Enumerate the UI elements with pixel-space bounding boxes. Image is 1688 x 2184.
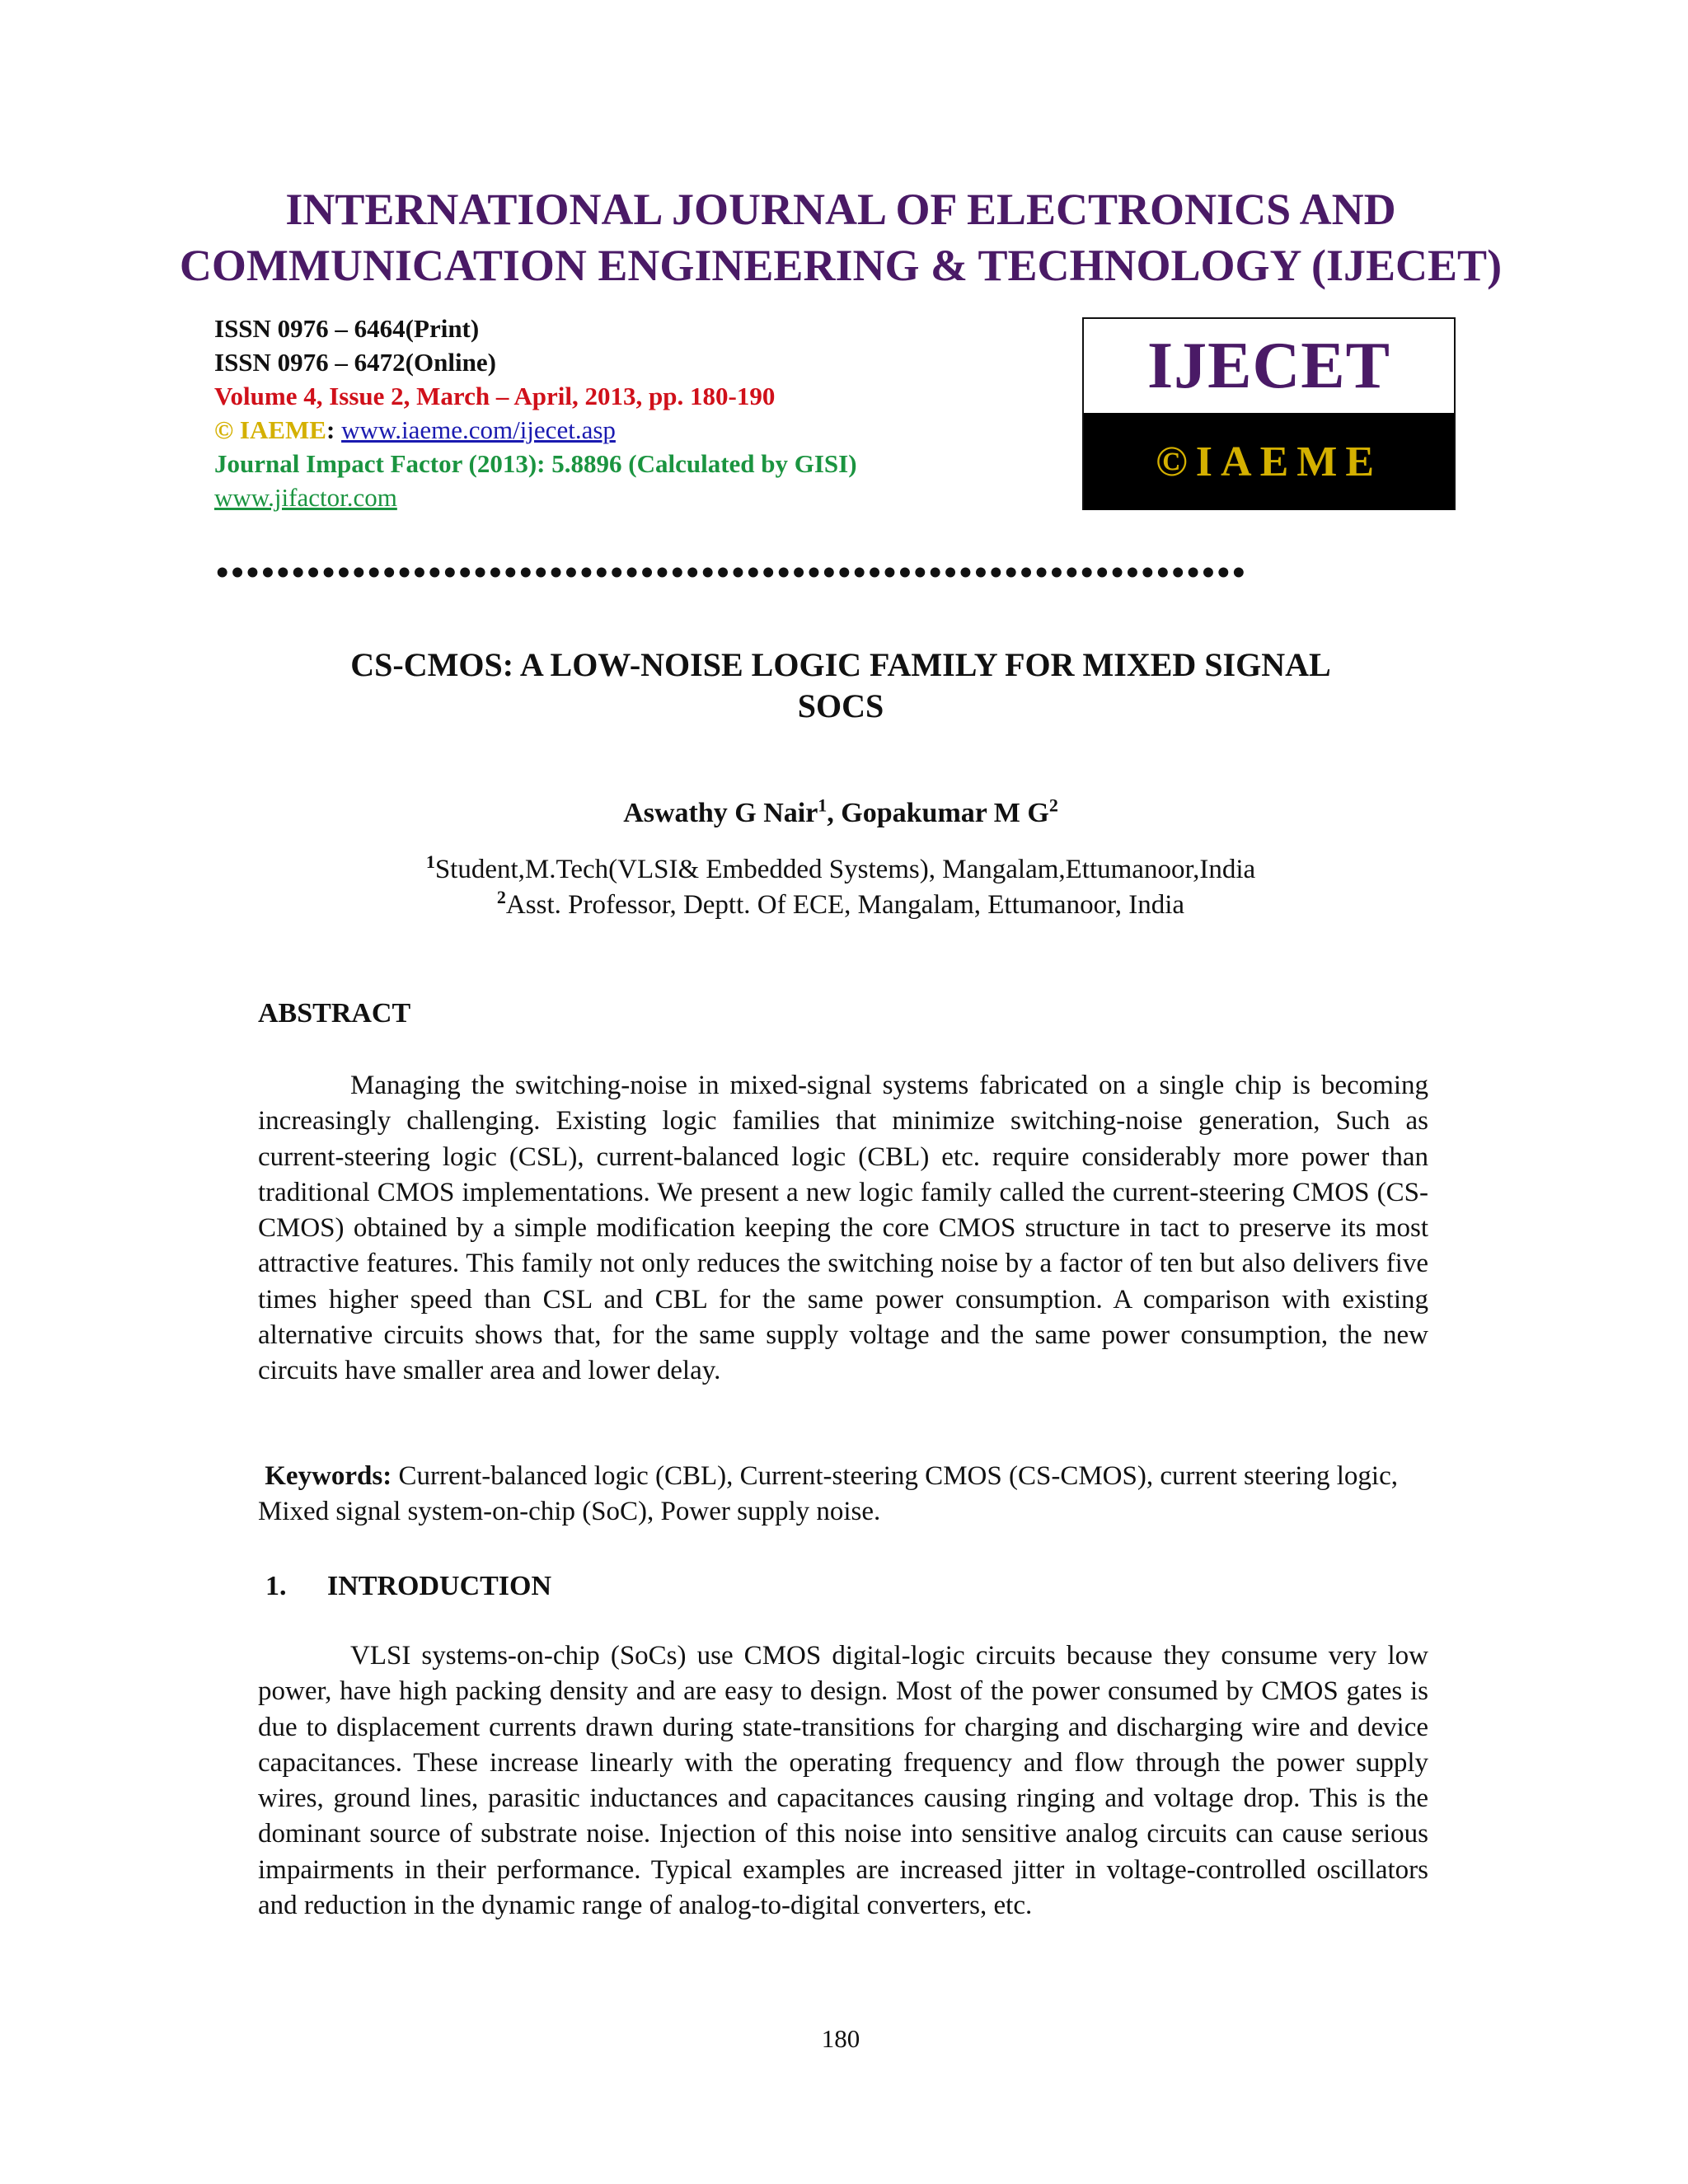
dotted-separator: •••••••••••••••••••••••••••••••••••••••••••••••••••••••••••••••••••• bbox=[216, 556, 1248, 589]
logo-title: IJECET bbox=[1147, 329, 1390, 402]
affiliation-2 bbox=[0, 888, 1681, 922]
author-1-sup: 1 bbox=[818, 794, 828, 816]
journal-url-link[interactable]: www.iaeme.com/ijecet.asp bbox=[341, 415, 616, 444]
keywords bbox=[258, 1459, 1428, 1530]
paper-title-line1: CS-CMOS: A LOW-NOISE LOGIC FAMILY FOR MIXED SIGNAL bbox=[350, 646, 1331, 683]
author-2: Gopakumar M G bbox=[841, 798, 1049, 828]
copyright-line bbox=[214, 413, 857, 447]
volume-info: Volume 4, Issue 2, March – April, 2013, pp. 180-190 bbox=[214, 382, 776, 410]
issn-print: ISSN 0976 – 6464(Print) bbox=[214, 314, 480, 343]
ijecet-logo bbox=[1082, 317, 1456, 510]
journal-meta bbox=[214, 312, 857, 514]
affiliation-2-text: Asst. Professor, Deptt. Of ECE, Mangalam, Ettumanoor, India bbox=[505, 890, 1185, 920]
introduction-body: VLSI systems-on-chip (SoCs) use CMOS digital-logic circuits because they consume very low power, have high packing density and are easy to design. Most of the power consumed by CMOS gates is due to displacement currents drawn during state-transitions for charging and discharging wire and device capacitances. These increase linearly with the operating frequency and flow through the power supply wires, ground lines, parasitic inductances and capacitances causing ringing and voltage drop. This is the dominant source of substrate noise. Injection of this noise into sensitive analog circuits can cause serious impairments in their performance. Typical examples are increased jitter in voltage-controlled oscillators and reduction in the dynamic range of analog-to-digital converters, etc. bbox=[258, 1641, 1428, 1921]
introduction-text bbox=[258, 1638, 1428, 1924]
issn-online: ISSN 0976 – 6472(Online) bbox=[214, 348, 496, 377]
copyright-colon: : bbox=[326, 415, 342, 444]
introduction-number: 1. bbox=[265, 1571, 287, 1601]
abstract-body: Managing the switching-noise in mixed-signal systems fabricated on a single chip is becoming increasingly challenging. Existing logic families that minimize switching-noise generation, Such as current-steering logic (CSL), current-balanced logic (CBL) etc. require considerably more power than traditional CMOS implementations. We present a new logic family called the current-steering CMOS (CS-CMOS) obtained by a simple modification keeping the core CMOS structure in tact to preserve its most attractive features. This family not only reduces the switching noise by a factor of ten but also delivers five times higher speed than CSL and CBL for the same power consumption. A comparison with existing alternative circuits shows that, for the same supply voltage and the same power consumption, the new circuits have smaller area and lower delay. bbox=[258, 1071, 1428, 1386]
paper-title-line2: SOCS bbox=[797, 687, 884, 724]
page-number: 180 bbox=[821, 2024, 860, 2053]
affiliation-1 bbox=[0, 852, 1681, 887]
author-separator: , bbox=[827, 798, 842, 828]
abstract-heading: ABSTRACT bbox=[258, 998, 411, 1029]
affiliation-1-text: Student,M.Tech(VLSI& Embedded Systems), Mangalam,Ettumanoor,India bbox=[434, 855, 1256, 884]
impact-factor: Journal Impact Factor (2013): 5.8896 (Calculated by GISI) bbox=[214, 449, 857, 478]
introduction-title: INTRODUCTION bbox=[327, 1571, 552, 1601]
introduction-heading bbox=[265, 1568, 551, 1605]
copyright-iaeme: © IAEME bbox=[214, 415, 326, 444]
paper-title bbox=[272, 644, 1409, 727]
abstract-text bbox=[258, 1068, 1428, 1390]
author-1: Aswathy G Nair bbox=[623, 798, 818, 828]
authors bbox=[0, 795, 1681, 832]
jif-url-link[interactable]: www.jifactor.com bbox=[214, 483, 397, 512]
journal-title-line1: INTERNATIONAL JOURNAL OF ELECTRONICS AND bbox=[285, 185, 1396, 234]
author-2-sup: 2 bbox=[1048, 794, 1058, 816]
keywords-label: Keywords: bbox=[265, 1461, 392, 1491]
journal-title bbox=[0, 181, 1681, 293]
journal-title-line2: COMMUNICATION ENGINEERING & TECHNOLOGY (IJECET) bbox=[179, 241, 1503, 290]
affiliation-2-sup: 2 bbox=[496, 887, 506, 907]
logo-publisher: ©IAEME bbox=[1084, 413, 1454, 510]
affiliation-1-sup: 1 bbox=[425, 851, 435, 872]
keywords-text: Current-balanced logic (CBL), Current-steering CMOS (CS-CMOS), current steering logic, Mixed signal system-on-chip (SoC), Power supply noise. bbox=[258, 1461, 1398, 1527]
